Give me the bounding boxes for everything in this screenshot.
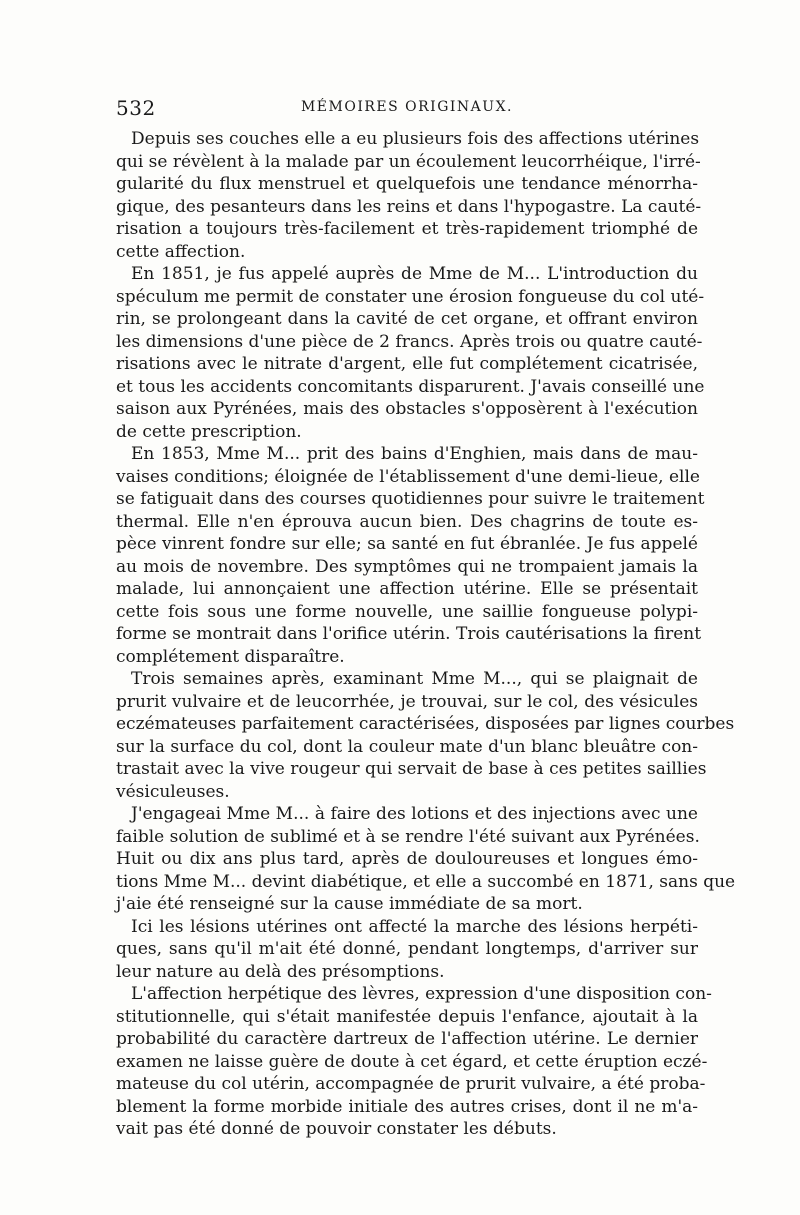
text-line: de cette prescription. <box>116 421 302 442</box>
text-line: faible solution de sublimé et à se rendre l'été suivant aux Pyrénées. <box>116 826 700 847</box>
text-line: gique, des pesanteurs dans les reins et dans l'hypogastre. La cauté- <box>116 196 702 217</box>
text-line: ques, sans qu'il m'ait été donné, pendant longtemps, d'arriver sur <box>116 939 698 959</box>
text-line: trastait avec la vive rougeur qui servait de base à ces petites saillies <box>116 759 707 779</box>
text-line: probabilité du caractère dartreux de l'affection utérine. Le dernier <box>116 1029 698 1049</box>
text-line: pèce vinrent fondre sur elle; sa santé en fut ébranlée. Je fus appelé <box>116 534 698 554</box>
text-line: Huit ou dix ans plus tard, après de douloureuses et longues émo- <box>116 849 698 869</box>
text-line: vait pas été donné de pouvoir constater les débuts. <box>116 1119 557 1139</box>
body-text <box>116 128 736 1141</box>
text-line: tions Mme M... devint diabétique, et elle a succombé en 1871, sans que <box>116 871 736 892</box>
text-line: et tous les accidents concomitants disparurent. J'avais conseillé une <box>116 376 705 397</box>
text-line: L'affection herpétique des lèvres, expression d'une disposition con- <box>131 984 712 1004</box>
text-line: vésiculeuses. <box>116 781 230 802</box>
text-line: risations avec le nitrate d'argent, elle fut complétement cicatrisée, <box>116 354 698 374</box>
text-line: Trois semaines après, examinant Mme M..., qui se plaignait de <box>131 669 698 689</box>
text-line: Ici les lésions utérines ont affecté la marche des lésions herpéti- <box>131 916 698 937</box>
running-title: MÉMOIRES ORIGINAUX. <box>300 99 514 115</box>
text-line: forme se montrait dans l'orifice utérin. Trois cautérisations la firent <box>116 624 702 644</box>
text-line: thermal. Elle n'en éprouva aucun bien. Des chagrins de toute es- <box>116 511 698 532</box>
text-line: J'engageai Mme M... à faire des lotions et des injections avec une <box>131 804 698 824</box>
text-line: vaises conditions; éloignée de l'établissement d'une demi-lieue, elle <box>116 466 700 487</box>
text-line: leur nature au delà des présomptions. <box>116 961 445 982</box>
text-line: En 1853, Mme M... prit des bains d'Enghien, mais dans de mau- <box>131 444 698 464</box>
text-line: spéculum me permit de constater une érosion fongueuse du col uté- <box>116 286 705 307</box>
text-line: malade, lui annonçaient une affection utérine. Elle se présentait <box>116 579 698 599</box>
text-line: cette fois sous une forme nouvelle, une saillie fongueuse polypi- <box>116 601 698 622</box>
text-line: cette affection. <box>116 241 246 262</box>
text-line: qui se révèlent à la malade par un écoulement leucorrhéique, l'irré- <box>116 151 701 172</box>
text-line: examen ne laisse guère de doute à cet égard, et cette éruption eczé- <box>116 1051 708 1072</box>
text-line: gularité du flux menstruel et quelquefois une tendance ménorrha- <box>116 174 698 194</box>
text-line: Depuis ses couches elle a eu plusieurs fois des affections utérines <box>131 129 700 149</box>
text-line: stitutionnelle, qui s'était manifestée depuis l'enfance, ajoutait à la <box>116 1006 698 1027</box>
text-line: blement la forme morbide initiale des autres crises, dont il ne m'a- <box>116 1096 698 1117</box>
page-header <box>116 96 698 126</box>
text-line: risation a toujours très-facilement et très-rapidement triomphé de <box>116 219 698 239</box>
text-line: j'aie été renseigné sur la cause immédiate de sa mort. <box>116 894 583 914</box>
page-number: 532 <box>116 96 156 120</box>
text-line: au mois de novembre. Des symptômes qui ne trompaient jamais la <box>116 556 698 577</box>
text-line: se fatiguait dans des courses quotidiennes pour suivre le traitement <box>116 489 705 509</box>
text-line: En 1851, je fus appelé auprès de Mme de M... L'introduction du <box>131 264 698 284</box>
text-line: rin, se prolongeant dans la cavité de cet organe, et offrant environ <box>116 309 698 329</box>
text-line: complétement disparaître. <box>116 646 345 667</box>
text-line: prurit vulvaire et de leucorrhée, je trouvai, sur le col, des vésicules <box>116 691 698 712</box>
text-line: saison aux Pyrénées, mais des obstacles s'opposèrent à l'exécution <box>116 399 698 419</box>
text-line: mateuse du col utérin, accompagnée de prurit vulvaire, a été proba- <box>116 1074 706 1094</box>
text-line: sur la surface du col, dont la couleur mate d'un blanc bleuâtre con- <box>116 736 698 757</box>
text-line: eczémateuses parfaitement caractérisées, disposées par lignes courbes <box>116 714 735 734</box>
text-line: les dimensions d'une pièce de 2 francs. Après trois ou quatre cauté- <box>116 331 703 352</box>
